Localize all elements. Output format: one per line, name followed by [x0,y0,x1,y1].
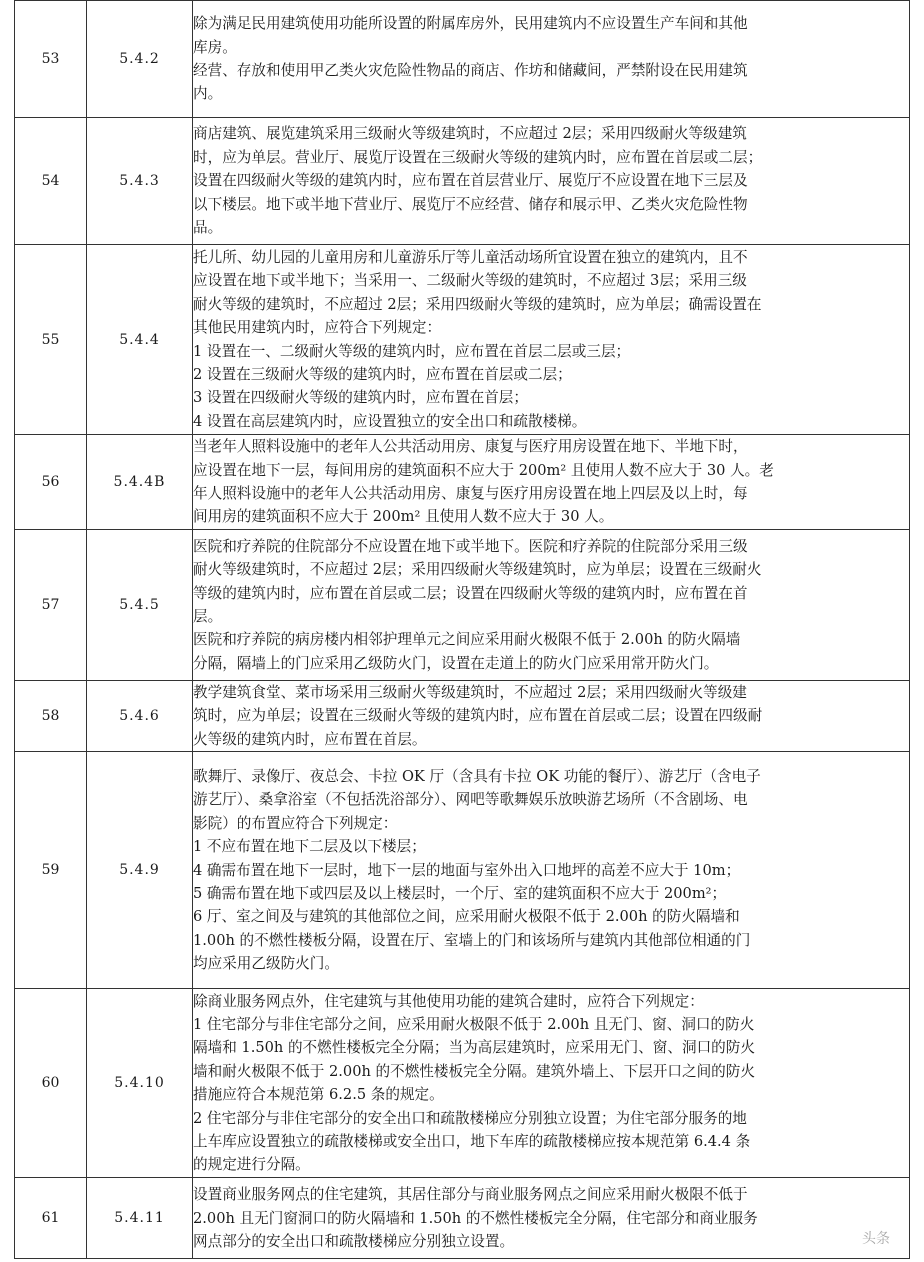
clause-code: 5.4.4 [87,245,193,435]
text-line: 商店建筑、展览建筑采用三级耐火等级建筑时，不应超过 2层；采用四级耐火等级建筑 [193,125,747,143]
text-line: 3 设置在四级耐火等级的建筑内时，应布置在首层； [193,389,528,407]
text-line: 等级的建筑内时，应布置在首层或二层；设置在四级耐火等级的建筑内时，应布置在首 [193,584,748,602]
text-line: 除商业服务网点外，住宅建筑与其他使用功能的建筑合建时，应符合下列规定： [193,992,704,1010]
text-line: 筑时，应为单层；设置在三级耐火等级的建筑内时，应布置在首层或二层；设置在四级耐 [193,707,763,725]
text-line: 层。 [193,608,223,625]
text-line: 2.00h 且无门窗洞口的防火隔墙和 1.50h 的不燃性楼板完全分隔，住宅部分和商业服务 [193,1209,758,1227]
text-line: 分隔，隔墙上的门应采用乙级防火门，设置在走道上的防火门应采用常开防火门。 [193,654,719,672]
row-number: 57 [15,530,87,681]
clause-text [193,989,910,1178]
clause-code: 5.4.2 [87,1,193,118]
text-line: 的规定进行分隔。 [193,1156,310,1174]
text-line: 托儿所、幼儿园的儿童用房和儿童游乐厅等儿童活动场所宜设置在独立的建筑内，且不 [193,248,748,266]
text-line: 经营、存放和使用甲乙类火灾危险性物品的商店、作坊和储藏间，严禁附设在民用建筑 [193,62,748,79]
table-row [15,530,910,681]
clause-code: 5.4.6 [87,681,193,752]
text-line: 1 不应布置在地下二层及以下楼层； [193,838,426,856]
row-number: 59 [15,752,87,989]
text-line: 耐火等级的建筑时，不应超过 2层；采用四级耐火等级的建筑时，应为单层；确需设置在 [193,295,762,313]
text-line: 除为满足民用建筑使用功能所设置的附属库房外，民用建筑内不应设置生产车间和其他 [193,15,748,33]
table-body [15,1,910,1259]
text-line: 教学建筑食堂、菜市场采用三级耐火等级建筑时，不应超过 2层；采用四级耐火等级建 [193,684,747,701]
table-row [15,1178,910,1259]
clause-text [193,530,910,681]
text-line: 应设置在地下或半地下；当采用一、二级耐火等级的建筑时，不应超过 3层；采用三级 [193,272,747,290]
table-row [15,435,910,530]
row-number: 54 [15,118,87,245]
row-number: 61 [15,1178,87,1259]
clause-text [193,118,910,245]
text-line: 医院和疗养院的病房楼内相邻护理单元之间应采用耐火极限不低于 2.00h 的防火隔墙 [193,631,741,649]
table-row [15,118,910,245]
text-line: 2 设置在三级耐火等级的建筑内时，应布置在首层或二层； [193,365,572,383]
clause-code: 5.4.11 [87,1178,193,1259]
text-line: 当老年人照料设施中的老年人公共活动用房、康复与医疗用房设置在地下、半地下时， [193,438,748,456]
clause-code: 5.4.5 [87,530,193,681]
clause-text [193,435,910,530]
text-line: 医院和疗养院的住院部分不应设置在地下或半地下。医院和疗养院的住院部分采用三级 [193,537,748,555]
clause-text [193,752,910,989]
fire-code-table [14,0,910,1259]
text-line: 间用房的建筑面积不应大于 200m² 且使用人数不应大于 30 人。 [193,508,614,526]
text-line: 内。 [193,85,223,103]
text-line: 年人照料设施中的老年人公共活动用房、康复与医疗用房设置在地上四层及以上时，每 [193,485,748,502]
text-line: 品。 [193,219,223,237]
text-line: 应设置在地下一层，每间用房的建筑面积不应大于 200m² 且使用人数不应大于 30 人。老 [193,461,774,479]
text-line: 耐火等级建筑时，不应超过 2层；采用四级耐火等级建筑时，应为单层；设置在三级耐火 [193,561,762,579]
text-line: 火等级的建筑内时，应布置在首层。 [193,730,427,748]
clause-code: 5.4.9 [87,752,193,989]
text-line: 1 设置在一、二级耐火等级的建筑内时，应布置在首层二层或三层； [193,342,631,360]
text-line: 隔墙和 1.50h 的不燃性楼板完全分隔；当为高层建筑时，应采用无门、窗、洞口的防火 [193,1039,755,1057]
text-line: 库房。 [193,38,237,56]
clause-text [193,1178,910,1259]
text-line: 1.00h 的不燃性楼板分隔，设置在厅、室墙上的门和该场所与建筑内其他部位相通的门 [193,931,751,949]
text-line: 4 确需布置在地下一层时，地下一层的地面与室外出入口地坪的高差不应大于 10m； [193,861,741,879]
row-number: 55 [15,245,87,435]
text-line: 上车库应设置独立的疏散楼梯或安全出口，地下车库的疏散楼梯应按本规范第 6.4.4 条 [193,1133,751,1151]
text-line: 游艺厅）、桑拿浴室（不包括洗浴部分）、网吧等歌舞娱乐放映游艺场所（不含剧场、电 [193,791,748,809]
text-line: 影院）的布置应符合下列规定： [193,814,398,832]
text-line: 2 住宅部分与非住宅部分的安全出口和疏散楼梯应分别独立设置；为住宅部分服务的地 [193,1109,747,1127]
text-line: 1 住宅部分与非住宅部分之间，应采用耐火极限不低于 2.00h 且无门、窗、洞口的防火 [193,1016,755,1033]
text-line: 设置商业服务网点的住宅建筑，其居住部分与商业服务网点之间应采用耐火极限不低于 [193,1186,748,1204]
text-line: 6 厅、室之间及与建筑的其他部位之间，应采用耐火极限不低于 2.00h 的防火隔墙和 [193,908,740,926]
clause-code: 5.4.4B [87,435,193,530]
table-row [15,989,910,1178]
clause-code: 5.4.10 [87,989,193,1178]
table-row [15,245,910,435]
text-line: 均应采用乙级防火门。 [193,955,339,973]
text-line: 墙和耐火极限不低于 2.00h 的不燃性楼板完全分隔。建筑外墙上、下层开口之间的防火 [193,1062,755,1080]
watermark: 头条 [862,1231,890,1247]
clause-text [193,245,910,435]
row-number: 53 [15,1,87,118]
row-number: 60 [15,989,87,1178]
table-row [15,681,910,752]
clause-code: 5.4.3 [87,118,193,245]
clause-text [193,1,910,118]
text-line: 4 设置在高层建筑内时，应设置独立的安全出口和疏散楼梯。 [193,412,587,430]
text-line: 措施应符合本规范第 6.2.5 条的规定。 [193,1086,444,1104]
text-line: 时，应为单层。营业厅、展览厅设置在三级耐火等级的建筑内时，应布置在首层或二层； [193,148,763,166]
table-row [15,752,910,989]
row-number: 56 [15,435,87,530]
row-number: 58 [15,681,87,752]
text-line: 歌舞厅、录像厅、夜总会、卡拉 OK 厅（含具有卡拉 OK 功能的餐厅）、游艺厅（含电子 [193,767,761,785]
text-line: 5 确需布置在地下或四层及以上楼层时，一个厅、室的建筑面积不应大于 200m²； [193,884,727,902]
table-row [15,1,910,118]
text-line: 设置在四级耐火等级的建筑内时，应布置在首层营业厅、展览厅不应设置在地下三层及 [193,172,748,190]
text-line: 以下楼层。地下或半地下营业厅、展览厅不应经营、储存和展示甲、乙类火灾危险性物 [193,195,748,213]
text-line: 网点部分的安全出口和疏散楼梯应分别独立设置。 [193,1232,515,1250]
clause-text [193,681,910,752]
text-line: 其他民用建筑内时，应符合下列规定： [193,319,442,337]
